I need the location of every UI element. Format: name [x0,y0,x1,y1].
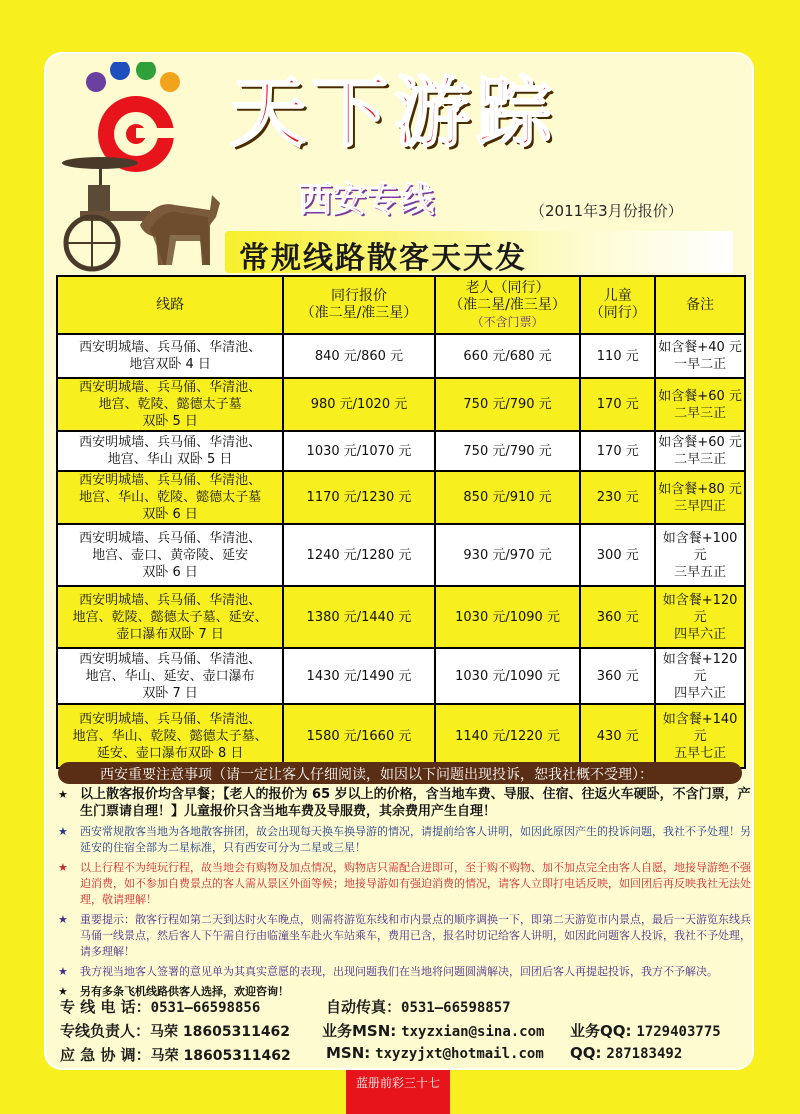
table-row [57,586,745,648]
list-item: ★ 我方视当地客人签署的意见单为其真实意愿的表现，出现问题我们在当地将问题圆满解决，回团后客人再提起投诉，我方不予解决。 [58,965,718,978]
star-icon: ★ [58,985,68,998]
note-cell: 如含餐+80 元 三早四正 [655,471,745,524]
star-icon: ★ [58,861,68,874]
footer-tag-text: 蓝册前彩三十七 [356,1076,441,1090]
note-cell: 如含餐+100 元 三早五正 [655,524,745,586]
peer-price-cell: 1240 元/1280 元 [283,524,435,586]
child-price-cell: 360 元 [580,586,655,648]
elder-price-cell: 850 元/910 元 [435,471,581,524]
note-cell: 如含餐+140 元 五早七正 [655,704,745,768]
route-cell: 西安明城墙、兵马俑、华清池、 地宫双卧 4 日 [57,334,283,378]
elder-price-cell: 750 元/790 元 [435,378,581,431]
child-price-cell: 170 元 [580,378,655,431]
table-row [57,704,745,768]
fax-number[interactable]: 0531—66598857 [401,1000,511,1016]
msn2-row: MSN: txyzyjxt@hotmail.com [326,1044,544,1062]
star-icon: ★ [58,788,68,801]
peer-price-cell: 840 元/860 元 [283,334,435,378]
elder-price-cell: 1030 元/1090 元 [435,586,581,648]
note-cell: 如含餐+120 元 四早六正 [655,648,745,704]
list-item: ★ 重要提示：散客行程如第二天到达时火车晚点，则需将游览东线和市内景点的顺序调换一下，即第二天游览市内景点，最后一天游览东线兵马俑一线景点，然后客人下午需自行由临潼坐车赴火车站乘车，费用已含，报名时切记给客人讲明，如因此问题客人投诉，我社不予处理，请多理解！ [58,913,751,958]
star-icon: ★ [58,825,68,838]
list-item: ★ 另有多条飞机线路供客人选择，欢迎咨询！ [58,985,289,998]
header-peer-price: 同行报价 （准二星/准三星） [283,276,435,334]
phone-number[interactable]: 0531—66598856 [150,1000,261,1016]
route-cell: 西安明城墙、兵马俑、华清池、 地宫、乾陵、懿德太子墓、延安、 壶口瀑布双卧 7 日 [57,586,283,648]
note-cell: 如含餐+120 元 四早六正 [655,586,745,648]
child-price-cell: 360 元 [580,648,655,704]
route-cell: 西安明城墙、兵马俑、华清池、 地宫、华山 双卧 5 日 [57,431,283,471]
table-header-row [57,276,745,334]
route-cell: 西安明城墙、兵马俑、华清池、 地宫、华山、乾陵、懿德太子墓、 延安、壶口瀑布双卧 8 日 [57,704,283,768]
brand-title: 天下游踪 [230,68,558,157]
child-price-cell: 110 元 [580,334,655,378]
msn1-row: 业务MSN: txyzxian@sina.com [322,1022,545,1040]
star-icon: ★ [58,913,68,926]
msn2-address[interactable]: txyzyjxt@hotmail.com [375,1046,544,1062]
manager-row: 专线负责人：马荣 18605311462 [60,1022,291,1040]
peer-price-cell: 1170 元/1230 元 [283,471,435,524]
child-price-cell: 300 元 [580,524,655,586]
star-icon: ★ [58,965,68,978]
qq1-number[interactable]: 1729403775 [636,1024,721,1040]
note-cell: 如含餐+60 元 二早三正 [655,378,745,431]
child-price-cell: 230 元 [580,471,655,524]
table-row [57,378,745,431]
price-date: （2011年3月份报价） [530,202,683,220]
child-price-cell: 170 元 [580,431,655,471]
footer-tag [346,1070,450,1114]
phone-row: 专 线 电 话：0531—66598856 [60,998,261,1016]
terracotta-chariot-icon [60,155,220,275]
notes-list [52,786,752,1004]
header-elder-price: 老人（同行） （准二星/准三星） （不含门票） [435,276,581,334]
elder-price-cell: 1140 元/1220 元 [435,704,581,768]
banner-text: 常规线路散客天天发 [239,241,527,276]
peer-price-cell: 1380 元/1440 元 [283,586,435,648]
emergency-row: 应 急 协 调：马荣 18605311462 [60,1046,291,1064]
table-row [57,471,745,524]
header-child-price: 儿童 （同行） [580,276,655,334]
peer-price-cell: 980 元/1020 元 [283,378,435,431]
table-row [57,334,745,378]
note-cell: 如含餐+60 元 二早三正 [655,431,745,471]
fax-row: 自动传真：0531—66598857 [326,998,511,1016]
manager-contact[interactable]: 马荣 18605311462 [150,1024,291,1040]
header-note: 备注 [655,276,745,334]
peer-price-cell: 1030 元/1070 元 [283,431,435,471]
msn1-address[interactable]: txyzxian@sina.com [401,1024,545,1040]
route-price-table [56,275,746,769]
list-item: ★ 以上行程不为纯玩行程，故当地会有购物及加点情况，购物店只需配合进即可，至于购不购物、加不加点完全由客人自愿，地接导游绝不强迫消费，如不参加自费景点的客人需从景区外面等候；地接导游如有强迫消费的情况，请客人立即打电话反映，如回团后再反映我社无法处理，敬请理解！ [58,861,751,906]
table-row [57,524,745,586]
notice-title: 西安重要注意事项（请一定让客人仔细阅读，如因以下问题出现投诉，恕我社概不受理）： [100,767,653,783]
elder-price-cell: 750 元/790 元 [435,431,581,471]
table-row [57,431,745,471]
note-cell: 如含餐+40 元 一早二正 [655,334,745,378]
header-route: 线路 [57,276,283,334]
child-price-cell: 430 元 [580,704,655,768]
route-cell: 西安明城墙、兵马俑、华清池、 地宫、壶口、黄帝陵、延安 双卧 6 日 [57,524,283,586]
daily-departure-banner [225,231,733,276]
peer-price-cell: 1430 元/1490 元 [283,648,435,704]
notice-title-bar [58,762,742,784]
table-row [57,648,745,704]
list-item: ★ 以上散客报价均含早餐；【老人的报价为 65 岁以上的价格，含当地车费、导服、住宿、往返火车硬卧，不含门票，产生门票请自理！】儿童报价只含当地车费及导服费，其余费用产生自理！ [58,787,751,819]
elder-price-cell: 930 元/970 元 [435,524,581,586]
qq2-row: QQ: 287183492 [570,1044,683,1062]
peer-price-cell: 1580 元/1660 元 [283,704,435,768]
route-subtitle: 西安专线 [298,180,434,220]
qq2-number[interactable]: 287183492 [606,1046,683,1062]
route-cell: 西安明城墙、兵马俑、华清池、 地宫、华山、延安、壶口瀑布 双卧 7 日 [57,648,283,704]
elder-price-cell: 660 元/680 元 [435,334,581,378]
emergency-contact[interactable]: 马荣 18605311462 [150,1048,291,1064]
elder-price-cell: 1030 元/1090 元 [435,648,581,704]
route-cell: 西安明城墙、兵马俑、华清池、 地宫、华山、乾陵、懿德太子墓 双卧 6 日 [57,471,283,524]
qq1-row: 业务QQ: 1729403775 [570,1022,721,1040]
list-item: ★ 西安常规散客当地为各地散客拼团，故会出现每天换车换导游的情况，请提前给客人讲明，如因此原因产生的投诉问题，我社不予处理！另延安的住宿全部为二星标准，只有西安可分为二星或三星！ [58,825,751,854]
route-cell: 西安明城墙、兵马俑、华清池、 地宫、乾陵、懿德太子墓 双卧 5 日 [57,378,283,431]
